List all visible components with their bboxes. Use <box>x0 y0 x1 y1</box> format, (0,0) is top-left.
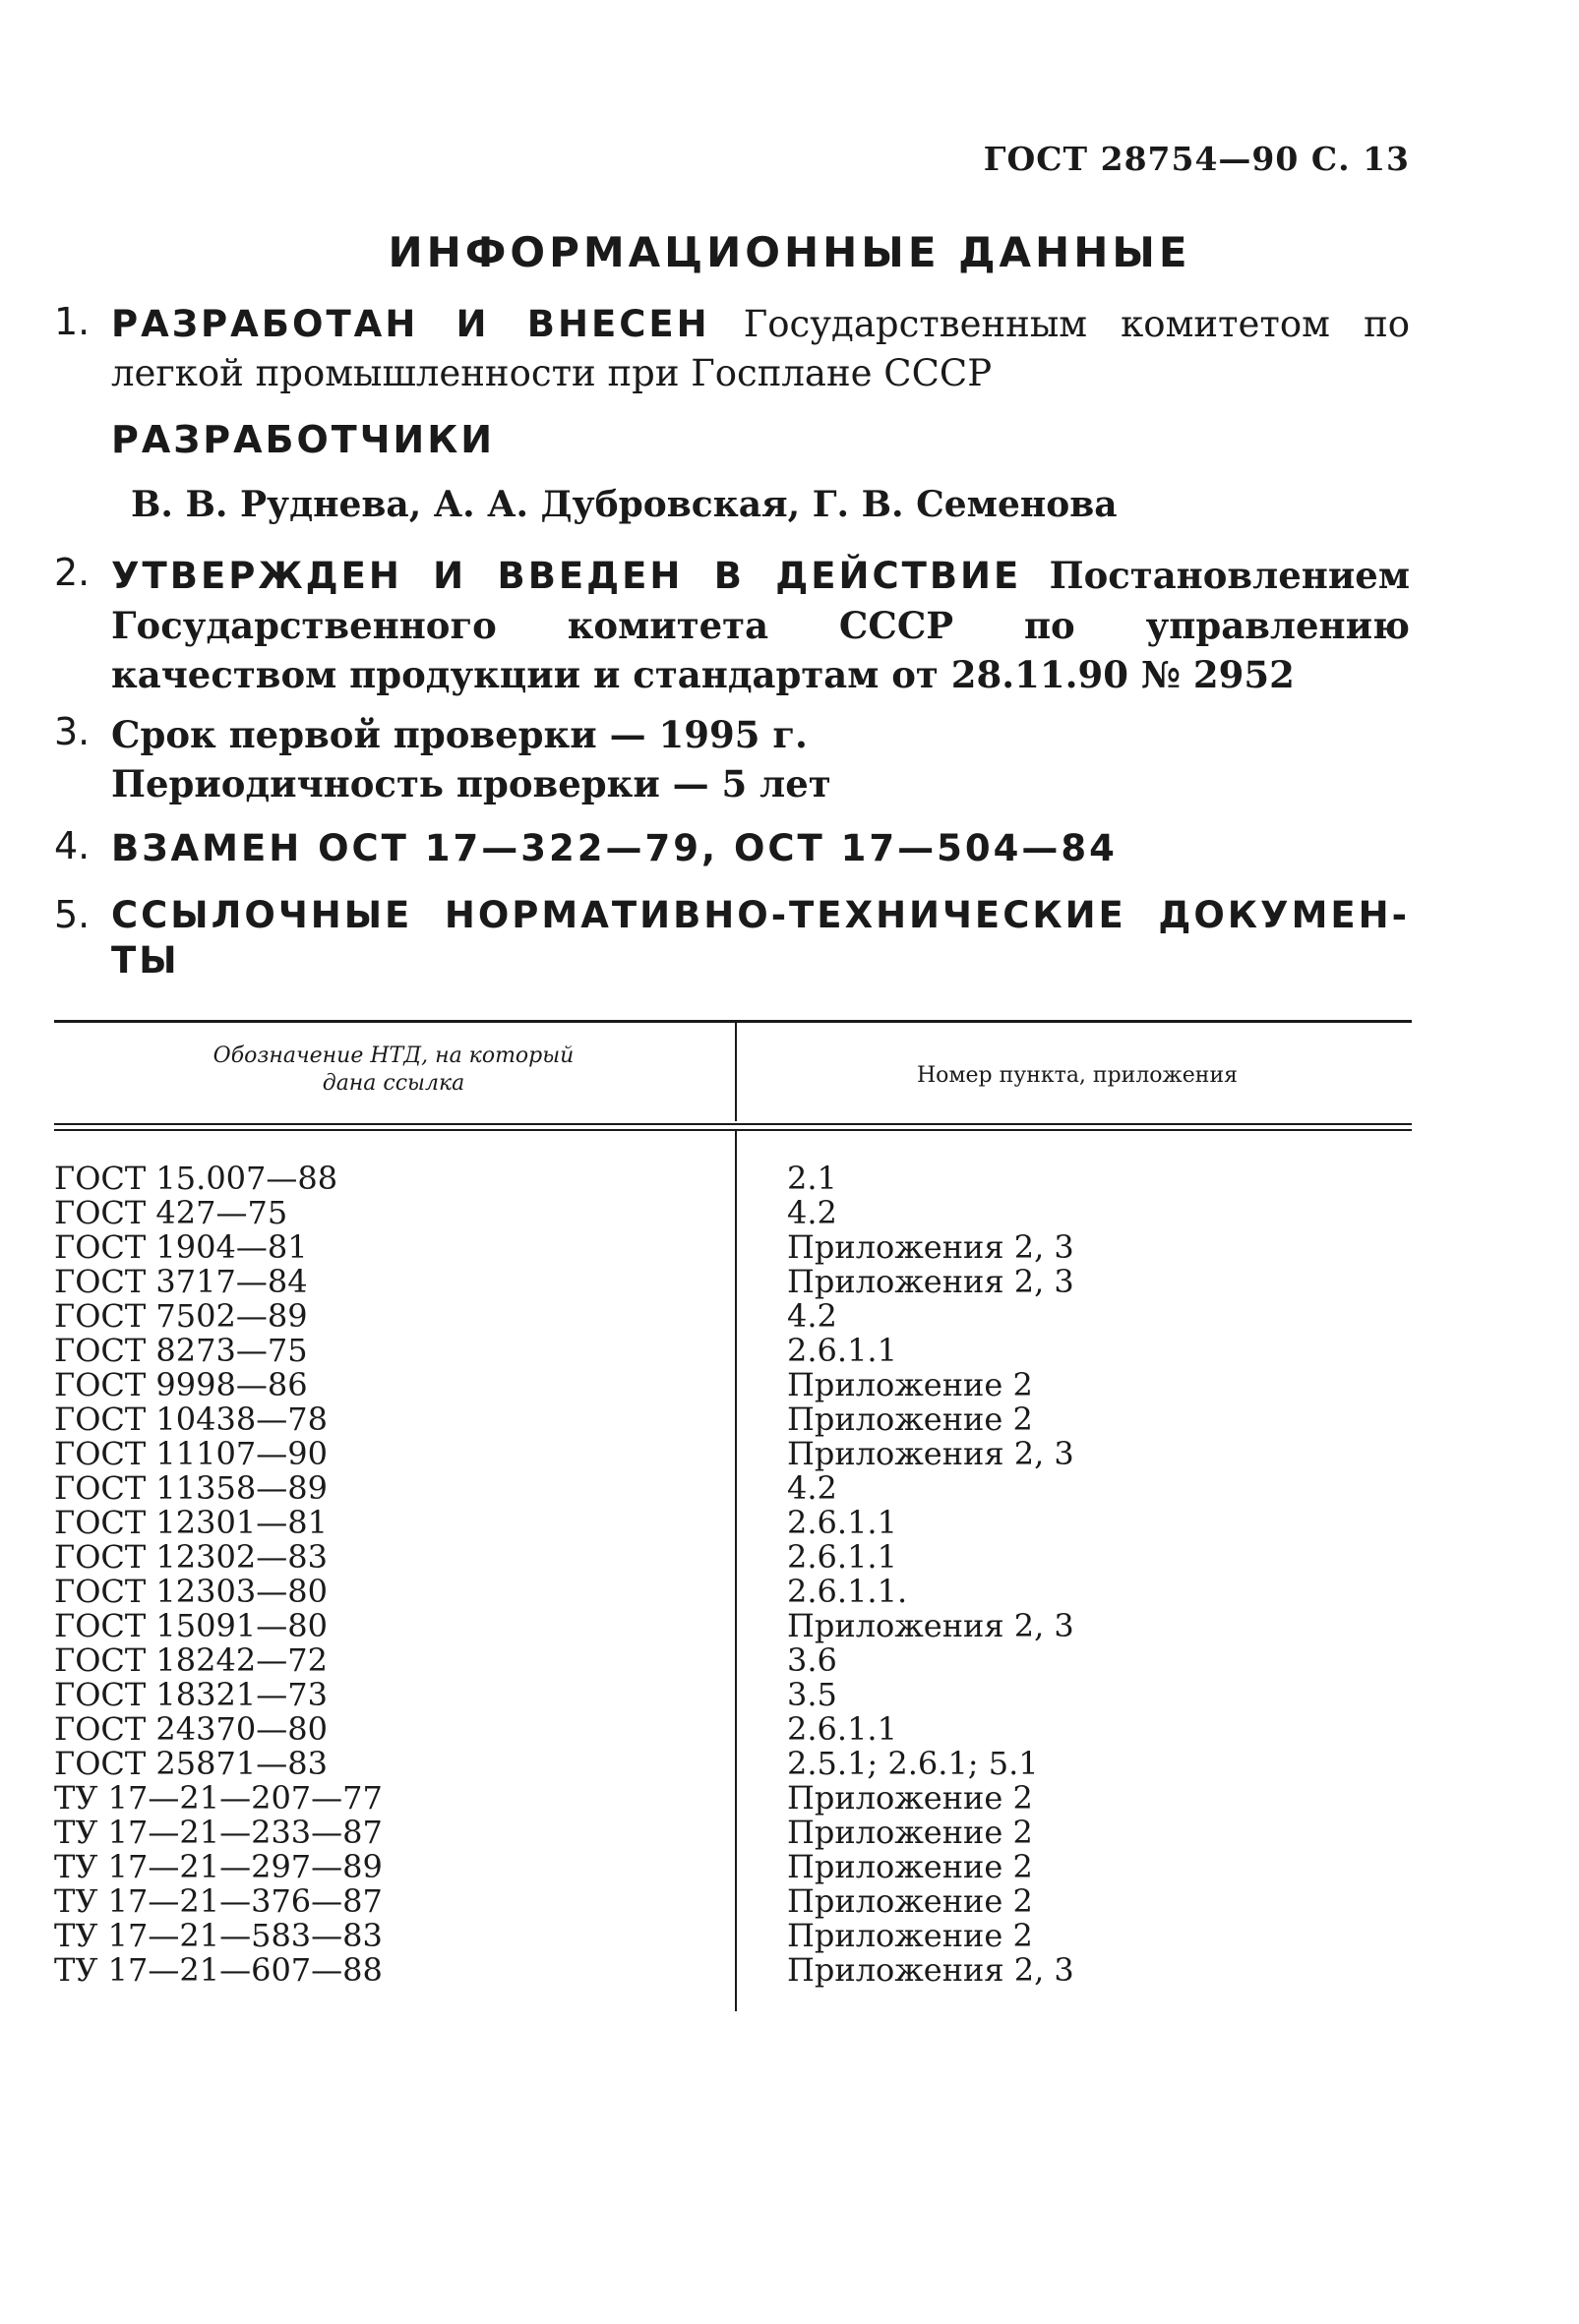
table-cell-reference: 3.6 <box>787 1641 837 1679</box>
header-line: дана ссылка <box>322 1071 465 1096</box>
table-cell-document: ГОСТ 427—75 <box>54 1194 288 1231</box>
table-column-references <box>787 1162 1397 1988</box>
table-cell-reference: Приложения 2, 3 <box>787 1951 1074 1989</box>
table-cell-document: ГОСТ 3717—84 <box>54 1263 308 1300</box>
table-cell-reference: 2.6.1.1. <box>787 1573 908 1610</box>
table-cell-reference: Приложение 2 <box>787 1848 1033 1885</box>
item-line: Периодичность проверки — 5 лет <box>111 762 831 805</box>
table-cell-document: ТУ 17—21—233—87 <box>54 1814 383 1851</box>
table-cell-reference: Приложения 2, 3 <box>787 1607 1074 1644</box>
table-cell-document: ГОСТ 7502—89 <box>54 1297 308 1335</box>
info-item-1 <box>54 300 1410 398</box>
developers-heading: РАЗРАБОТЧИКИ <box>111 418 496 461</box>
table-cell-document: ГОСТ 15.007—88 <box>54 1160 338 1197</box>
table-cell-reference: 2.5.1; 2.6.1; 5.1 <box>787 1745 1039 1782</box>
info-item-4 <box>54 824 1410 873</box>
item-number: 4. <box>54 824 91 867</box>
item-number: 3. <box>54 710 91 753</box>
info-item-3 <box>54 710 1410 808</box>
table-cell-reference: 2.6.1.1 <box>787 1538 897 1576</box>
table-cell-reference: 2.1 <box>787 1160 837 1197</box>
table-cell-document: ГОСТ 25871—83 <box>54 1745 328 1782</box>
table-cell-document: ГОСТ 9998—86 <box>54 1366 308 1403</box>
table-cell-document: ГОСТ 15091—80 <box>54 1607 328 1644</box>
table-cell-document: ГОСТ 24370—80 <box>54 1710 328 1748</box>
table-cell-document: ГОСТ 11358—89 <box>54 1469 328 1507</box>
table-cell-reference: 2.6.1.1 <box>787 1332 897 1369</box>
table-header-divider <box>735 1023 737 1121</box>
table-cell-document: ГОСТ 1904—81 <box>54 1228 308 1266</box>
info-item-5 <box>54 893 1410 983</box>
item-line: Срок первой проверки — 1995 г. <box>111 713 808 756</box>
item-body <box>111 300 1410 398</box>
table-cell-reference: 4.2 <box>787 1194 837 1231</box>
item-body <box>111 551 1410 699</box>
table-cell-reference: Приложения 2, 3 <box>787 1435 1074 1472</box>
item-body <box>111 710 1410 808</box>
item-caps-heading: УТВЕРЖДЕН И ВВЕДЕН В ДЕЙСТВИЕ <box>111 555 1022 597</box>
table-cell-document: ГОСТ 12301—81 <box>54 1504 328 1541</box>
item-line: ТЫ <box>111 939 180 982</box>
table-column-divider <box>735 1131 737 2011</box>
table-header-clause: Номер пункта, приложения <box>916 1063 1239 1088</box>
table-cell-reference: 2.6.1.1 <box>787 1710 897 1748</box>
page-header: ГОСТ 28754—90 С. 13 <box>983 140 1410 178</box>
table-cell-reference: Приложение 2 <box>787 1882 1033 1920</box>
table-cell-reference: Приложения 2, 3 <box>787 1228 1074 1266</box>
table-cell-document: ГОСТ 11107—90 <box>54 1435 328 1472</box>
table-cell-reference: Приложения 2, 3 <box>787 1263 1074 1300</box>
item-caps-heading: РАЗРАБОТАН И ВНЕСЕН <box>111 303 710 345</box>
table-cell-document: ТУ 17—21—607—88 <box>54 1951 383 1989</box>
table-cell-document: ГОСТ 12303—80 <box>54 1573 328 1610</box>
table-cell-document: ТУ 17—21—297—89 <box>54 1848 383 1885</box>
table-cell-reference: 2.6.1.1 <box>787 1504 897 1541</box>
table-cell-reference: Приложение 2 <box>787 1366 1033 1403</box>
table-cell-reference: Приложение 2 <box>787 1400 1033 1438</box>
item-line: ССЫЛОЧНЫЕ НОРМАТИВНО-ТЕХНИЧЕСКИЕ ДОКУМЕН- <box>111 894 1410 936</box>
page-title: ИНФОРМАЦИОННЫЕ ДАННЫЕ <box>388 228 1191 276</box>
item-body <box>111 893 1410 983</box>
info-item-2 <box>54 551 1410 699</box>
table-cell-reference: 4.2 <box>787 1297 837 1335</box>
table-cell-document: ГОСТ 10438—78 <box>54 1400 328 1438</box>
table-cell-document: ГОСТ 8273—75 <box>54 1332 308 1369</box>
table-top-rule <box>54 1020 1412 1023</box>
table-header-rule-double <box>54 1129 1412 1131</box>
table-cell-reference: 4.2 <box>787 1469 837 1507</box>
developers-names: В. В. Руднева, А. А. Дубровская, Г. В. Семенова <box>131 484 1118 525</box>
item-text: Государственным комитетом по легкой промышленности при Госплане СССР <box>111 303 1411 394</box>
table-cell-document: ГОСТ 18242—72 <box>54 1641 328 1679</box>
table-cell-document: ГОСТ 18321—73 <box>54 1676 328 1713</box>
table-cell-document: ГОСТ 12302—83 <box>54 1538 328 1576</box>
table-cell-reference: Приложение 2 <box>787 1917 1033 1954</box>
item-text: Постановлением Государственного комитета СССР по управлению качеством продукции и стандартам от 28.11.90 № 2952 <box>111 554 1410 696</box>
table-header-rule <box>54 1123 1412 1125</box>
header-line: Обозначение НТД, на который <box>213 1043 575 1068</box>
item-text: ВЗАМЕН ОСТ 17—322—79, ОСТ 17—504—84 <box>111 827 1118 869</box>
table-header-designation <box>138 1043 649 1098</box>
item-number: 2. <box>54 551 91 594</box>
table-column-documents <box>54 1162 684 1988</box>
table-cell-document: ТУ 17—21—583—83 <box>54 1917 383 1954</box>
table-cell-reference: Приложение 2 <box>787 1814 1033 1851</box>
table-cell-document: ТУ 17—21—207—77 <box>54 1779 383 1817</box>
table-cell-document: ТУ 17—21—376—87 <box>54 1882 383 1920</box>
table-cell-reference: Приложение 2 <box>787 1779 1033 1817</box>
item-number: 5. <box>54 893 91 936</box>
item-number: 1. <box>54 300 91 343</box>
table-cell-reference: 3.5 <box>787 1676 837 1713</box>
